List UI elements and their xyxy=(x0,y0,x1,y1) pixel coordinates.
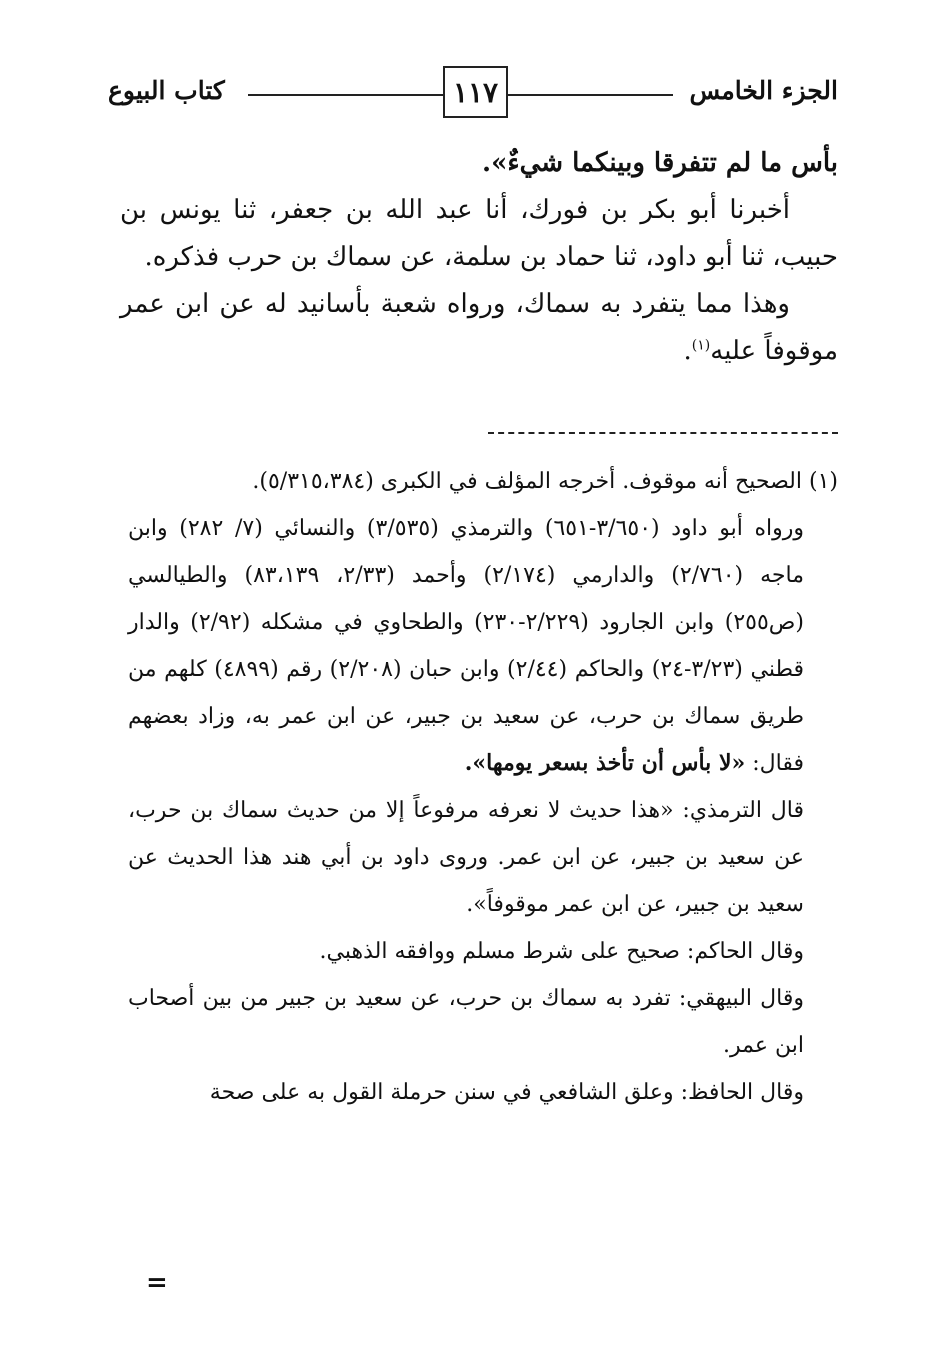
header-rule-right xyxy=(508,94,673,96)
page-number-box xyxy=(443,66,508,118)
footnote-1-marker: (١) xyxy=(808,469,838,494)
main-text xyxy=(120,140,838,375)
footnote-1-paragraph-4: وقال الحاكم: صحيح على شرط مسلم ووافقه الذهبي. xyxy=(319,939,804,964)
main-paragraph-3 xyxy=(120,281,838,375)
footnote-separator xyxy=(488,432,838,434)
page-number: ١١٧ xyxy=(452,75,499,109)
main-paragraph-1: بأس ما لم تتفرقا وبينكما شيءٌ». xyxy=(482,148,838,178)
footnote-1-paragraph-2-quote: «لا بأس أن تأخذ بسعر يومها». xyxy=(464,750,746,776)
header-rule-left xyxy=(248,94,443,96)
main-paragraph-3-end: . xyxy=(683,336,692,366)
footnote-1-paragraph-2-text: ورواه أبو داود (٣/٦٥٠-٦٥١) والترمذي (٣/٥٣٥) والنسائي (٧/ ٢٨٢) وابن ماجه (٢/٧٦٠) والدارمي (٢/١٧٤) وأحمد (٢/٣٣، ٨٣،١٣٩) والطيالسي (ص٢٥٥) وابن الجارود (٢/٢٢٩-٢٣٠) والطحاوي في مشكله (٢/٩٢) والدار قطني (٣/٢٣-٢٤) والحاكم (٢/٤٤) وابن حبان (٢/٢٠٨) رقم (٤٨٩٩) كلهم من طريق سماك بن حرب، عن سعيد بن جبير، عن ابن عمر به، وزاد بعضهم فقال: xyxy=(128,516,805,776)
footnote-ref-1[interactable]: (١) xyxy=(691,337,711,354)
footnote-1-text: الصحيح أنه موقوف. أخرجه المؤلف في الكبرى (٥/٣١٥،٣٨٤). xyxy=(252,469,802,494)
footnote-1-paragraph-5: وقال البيهقي: تفرد به سماك بن حرب، عن سعيد بن جبير من بين أصحاب ابن عمر. xyxy=(128,986,804,1058)
running-header xyxy=(108,66,838,124)
footnote-1-paragraph-2 xyxy=(128,505,838,787)
footnote-1-line-1 xyxy=(128,458,838,505)
main-paragraph-3-text: وهذا مما يتفرد به سماك، ورواه شعبة بأسانيد له عن ابن عمر موقوفاً عليه xyxy=(120,289,838,366)
continuation-mark: = xyxy=(146,1268,168,1298)
footnotes xyxy=(128,458,838,1116)
volume-label: الجزء الخامس xyxy=(689,76,838,105)
book-title: كتاب البيوع xyxy=(108,76,225,105)
footnote-1-paragraph-6: وقال الحافظ: وعلق الشافعي في سنن حرملة القول به على صحة xyxy=(209,1080,804,1105)
main-paragraph-2: أخبرنا أبو بكر بن فورك، أنا عبد الله بن جعفر، ثنا يونس بن حبيب، ثنا أبو داود، ثنا حماد بن سلمة، عن سماك بن حرب فذكره. xyxy=(120,195,838,272)
footnote-1-paragraph-3: قال الترمذي: «هذا حديث لا نعرفه مرفوعاً إلا من حديث سماك بن حرب، عن سعيد بن جبير، عن ابن عمر. وروى داود بن أبي هند هذا الحديث عن سعيد بن جبير، عن ابن عمر موقوفاً». xyxy=(128,798,804,917)
